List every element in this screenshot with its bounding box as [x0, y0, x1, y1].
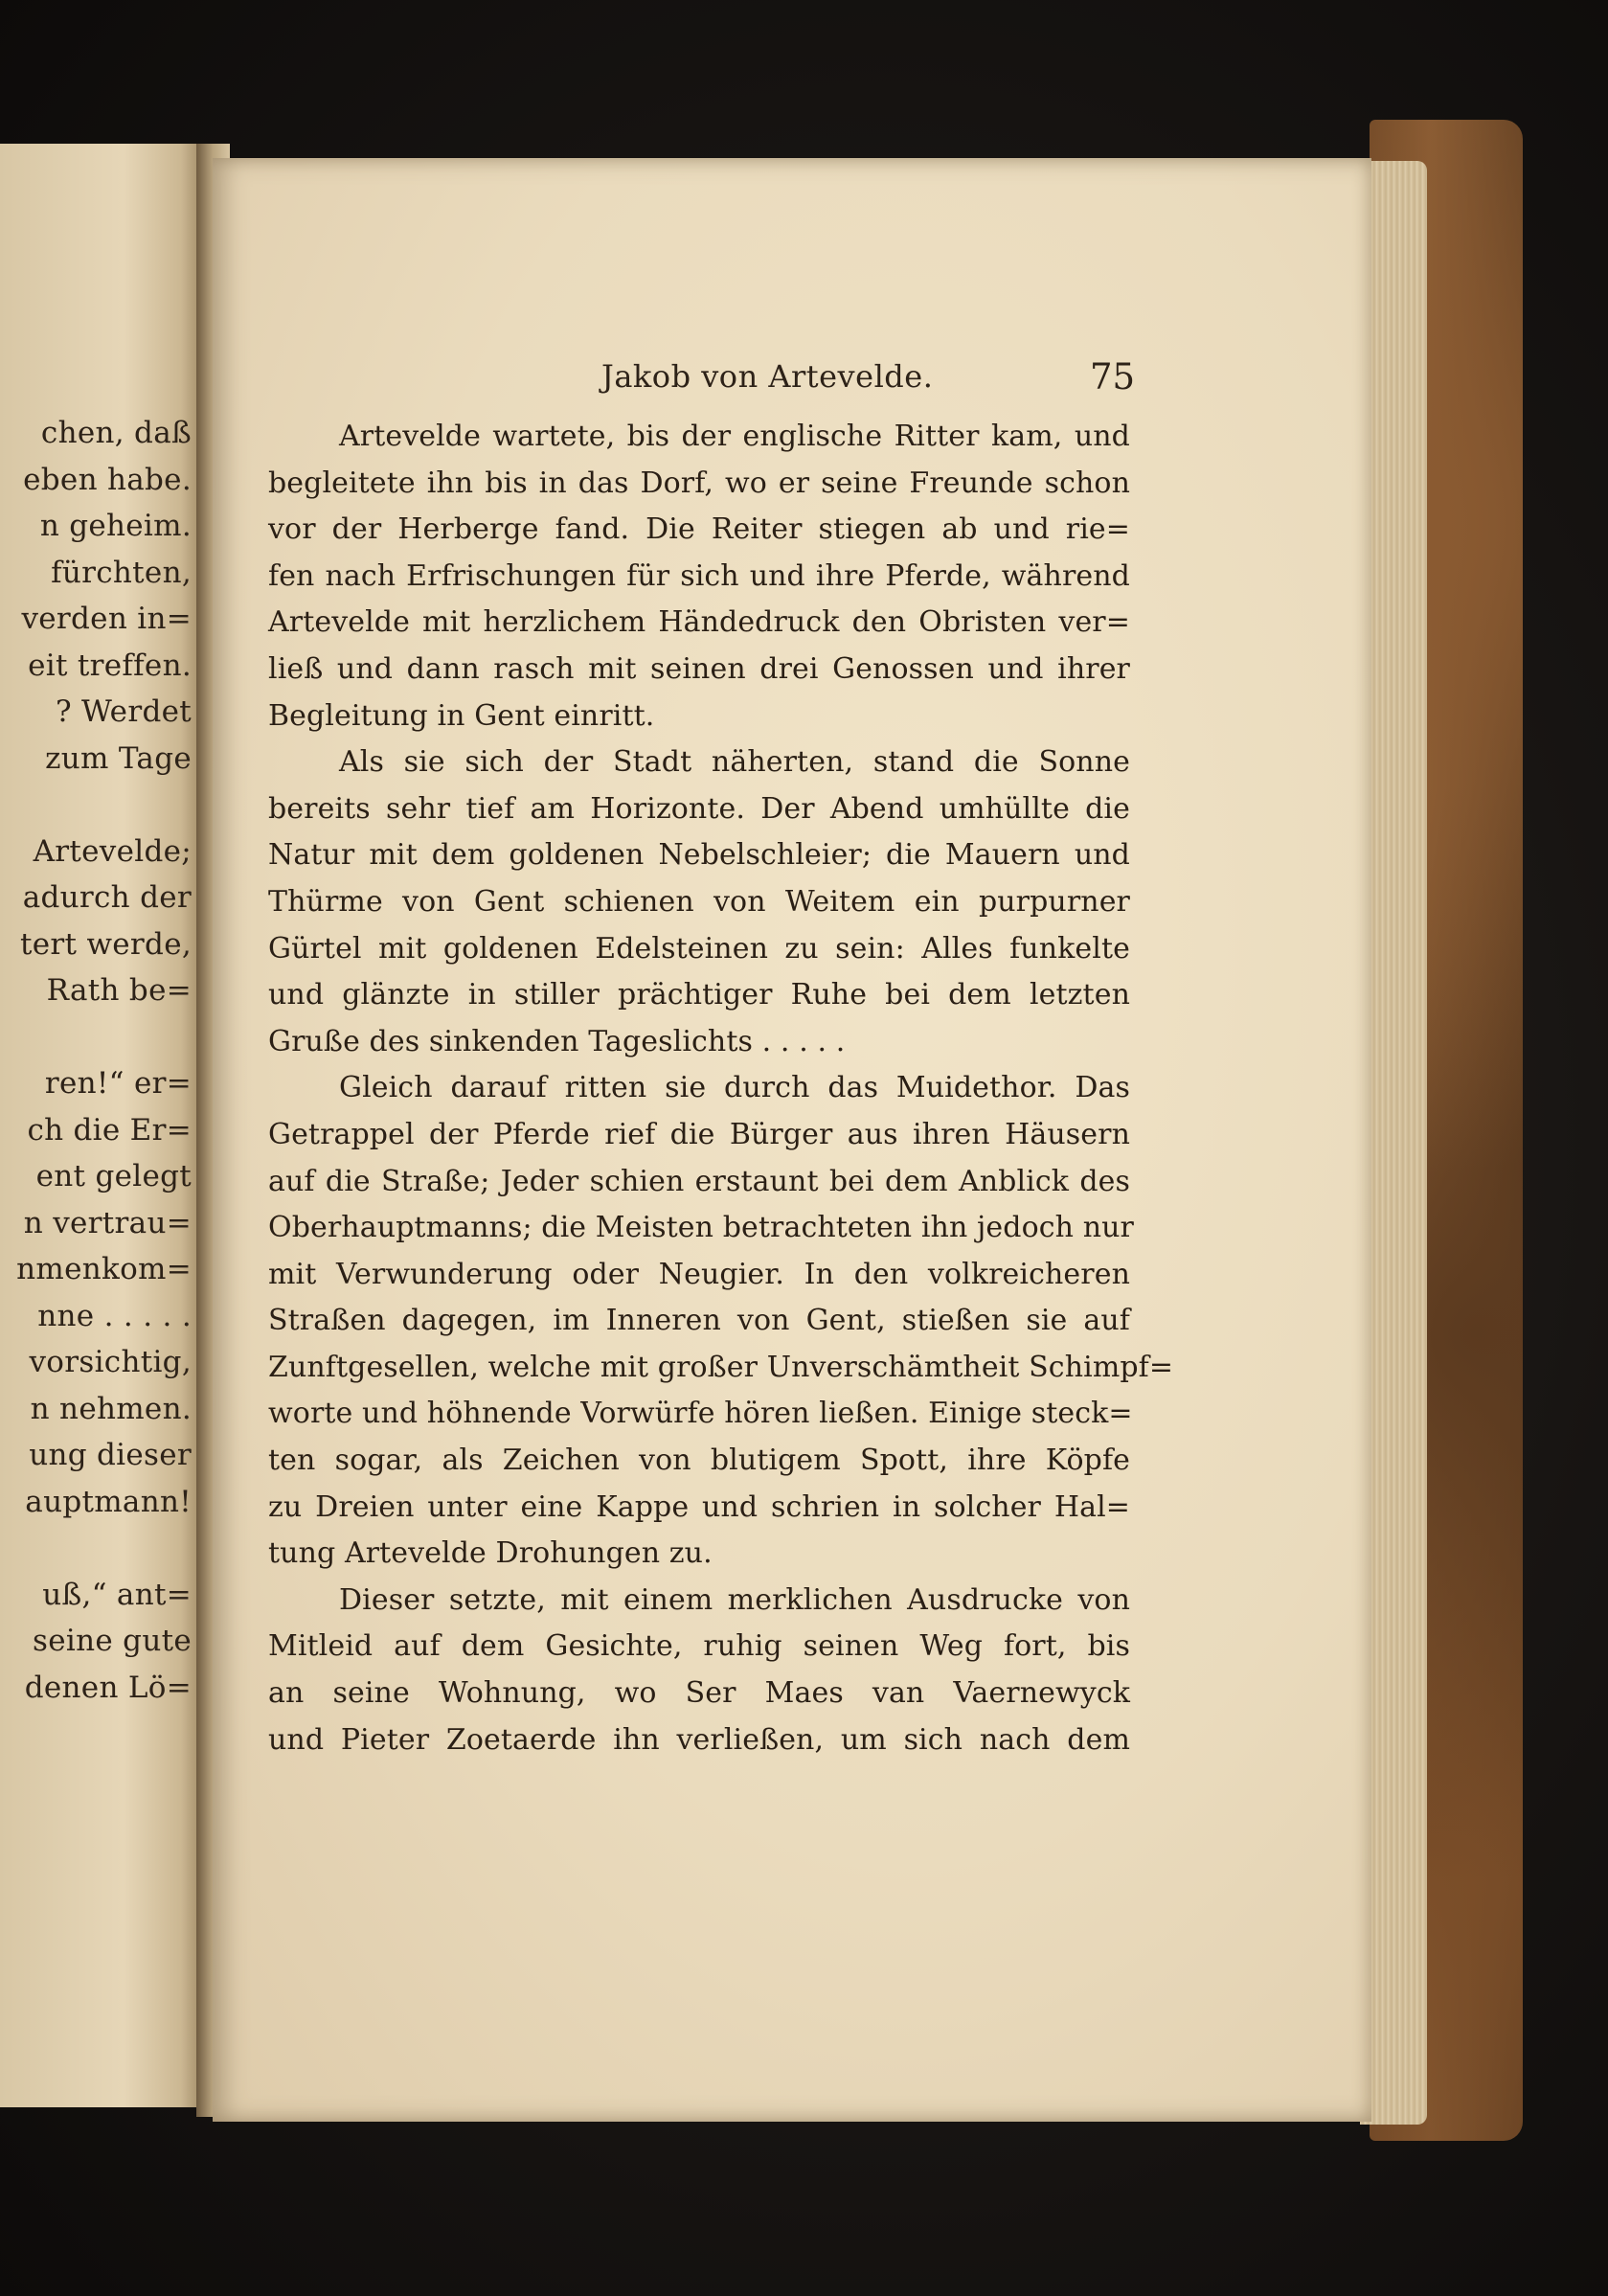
- text-line: Dieser setzte, mit einem merklichen Ausdrucke von: [339, 1582, 1130, 1617]
- text-line: Gruße des sinkenden Tageslichts . . . . .: [268, 1024, 846, 1058]
- text-line: an seine Wohnung, wo Ser Maes van Vaernewyck: [268, 1676, 1130, 1711]
- previous-line: ung dieser: [29, 1438, 192, 1472]
- text-line: begleitete ihn bis in das Dorf, wo er seine Freunde schon: [268, 466, 1130, 500]
- previous-line: fürchten,: [51, 555, 192, 590]
- previous-line: n geheim.: [39, 509, 192, 543]
- text-line: Oberhauptmanns; die Meisten betrachteten ihn jedoch nur: [268, 1211, 1134, 1245]
- text-line: Begleitung in Gent einritt.: [268, 698, 655, 733]
- text-line: Zunftgesellen, welche mit großer Unverschämtheit Schimpf=: [268, 1350, 1174, 1384]
- previous-line: uß,“ ant=: [42, 1577, 192, 1612]
- previous-line: Rath be=: [46, 973, 192, 1008]
- text-line: und Pieter Zoetaerde ihn verließen, um sich nach dem: [268, 1722, 1130, 1757]
- text-line: Getrappel der Pferde rief die Bürger aus ihren Häusern: [268, 1117, 1130, 1151]
- previous-line: verden in=: [21, 602, 192, 636]
- page-number: 75: [1090, 356, 1136, 398]
- previous-line: vorsichtig,: [29, 1345, 192, 1379]
- previous-line: seine gute: [33, 1624, 192, 1658]
- previous-line: eit treffen.: [28, 648, 192, 683]
- previous-line: n nehmen.: [30, 1391, 192, 1426]
- text-line: Artevelde wartete, bis der englische Ritter kam, und: [339, 420, 1130, 453]
- previous-line: zum Tage: [45, 740, 192, 776]
- text-line: Thürme von Gent schienen von Weitem ein purpurner: [268, 884, 1130, 919]
- running-head: Jakob von Artevelde.: [601, 358, 934, 395]
- previous-line: ? Werdet: [55, 694, 192, 729]
- text-line: mit Verwunderung oder Neugier. In den volkreicheren: [268, 1257, 1130, 1291]
- previous-line: n vertrau=: [23, 1205, 192, 1240]
- text-line: und glänzte in stiller prächtiger Ruhe bei dem letzten: [268, 978, 1130, 1012]
- text-line: Mitleid auf dem Gesichte, ruhig seinen Weg fort, bis: [268, 1629, 1130, 1664]
- previous-line: nmenkom=: [16, 1252, 192, 1286]
- body-text: [268, 414, 1174, 1763]
- previous-line: nne . . . . .: [37, 1298, 192, 1333]
- previous-line: adurch der: [22, 880, 192, 915]
- text-line: ten sogar, als Zeichen von blutigem Spott, ihre Köpfe: [268, 1444, 1130, 1478]
- text-line: vor der Herberge fand. Die Reiter stiegen ab und rie=: [268, 512, 1130, 547]
- text-line: Als sie sich der Stadt näherten, stand die Sonne: [339, 745, 1130, 780]
- previous-line: [0, 782, 192, 829]
- text-line: Natur mit dem goldenen Nebelschleier; die Mauern und: [268, 838, 1130, 873]
- text-line: tung Artevelde Drohungen zu.: [268, 1536, 713, 1571]
- previous-line: eben habe.: [23, 462, 192, 497]
- previous-line: ren!“ er=: [44, 1066, 192, 1101]
- previous-line: auptmann!: [25, 1484, 192, 1519]
- text-line: Artevelde mit herzlichem Händedruck den Obristen ver=: [268, 605, 1130, 640]
- previous-line: ent gelegt: [35, 1159, 192, 1193]
- text-line: Gleich darauf ritten sie durch das Muidethor. Das: [339, 1071, 1130, 1105]
- text-line: Straßen dagegen, im Inneren von Gent, stießen sie auf: [268, 1304, 1130, 1338]
- text-line: worte und höhnende Vorwürfe hören ließen. Einige steck=: [268, 1397, 1133, 1431]
- previous-line: chen, daß: [40, 416, 192, 450]
- previous-line: [0, 1014, 192, 1061]
- text-line: zu Dreien unter eine Kappe und schrien in solcher Hal=: [268, 1489, 1130, 1524]
- text-line: auf die Straße; Jeder schien erstaunt bei dem Anblick des: [268, 1164, 1130, 1198]
- previous-line: ch die Er=: [27, 1112, 192, 1148]
- previous-page: [0, 144, 206, 2107]
- text-line: Gürtel mit goldenen Edelsteinen zu sein: Alles funkelte: [268, 931, 1130, 966]
- previous-line: denen Lö=: [24, 1670, 192, 1705]
- previous-line: Artevelde;: [33, 833, 192, 869]
- previous-line: [0, 1525, 192, 1572]
- text-line: ließ und dann rasch mit seinen drei Genossen und ihrer: [268, 651, 1130, 686]
- previous-line: tert werde,: [20, 926, 192, 962]
- previous-page-text: [0, 410, 192, 1711]
- text-line: fen nach Erfrischungen für sich und ihre Pferde, während: [268, 558, 1130, 593]
- text-line: bereits sehr tief am Horizonte. Der Abend umhüllte die: [268, 791, 1130, 826]
